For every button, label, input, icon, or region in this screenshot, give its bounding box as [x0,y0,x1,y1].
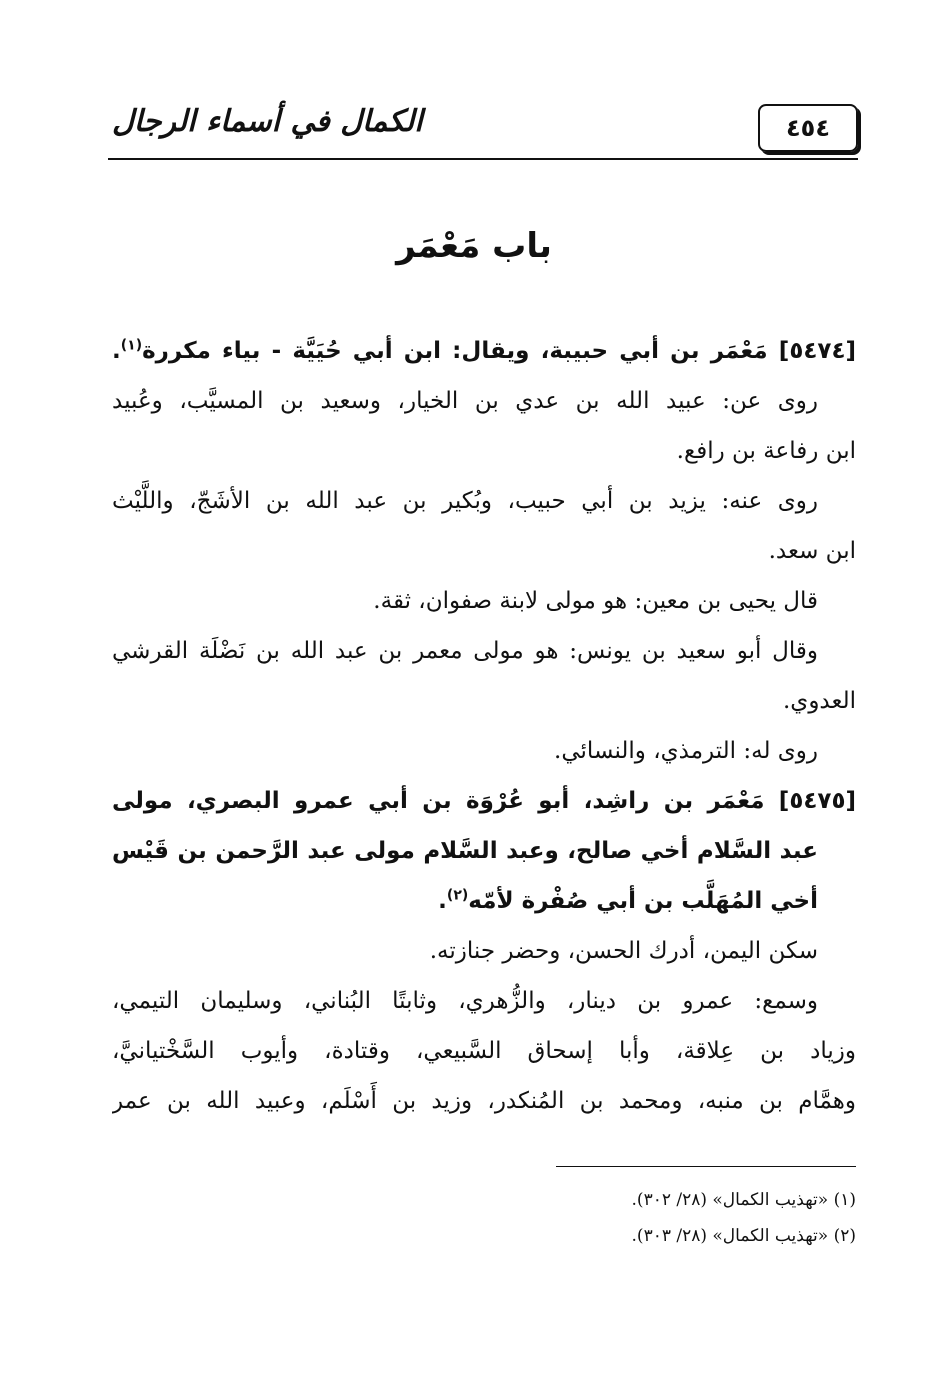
footnotes [112,1182,856,1254]
entry-heading-text: أخي المُهَلَّب بن أبي صُفْرة لأمّه [468,888,818,914]
page-header [108,98,858,160]
footnote-ref-1: (١) [120,337,143,354]
narrated-from-line-cont: ابن رفاعة بن رافع. [676,438,856,464]
page-number: ٤٥٤ [758,104,858,152]
entry-heading-5475-cont-1: عبد السَّلام أخي صالح، وعبد السَّلام مولى عبد الرَّحمن بن قَيْس [112,838,818,864]
footnote-ref-2: (٢) [446,887,469,904]
ibn-yunus-statement-cont: العدوي. [783,688,856,714]
narrated-from-line: روى عن: عبيد الله بن عدي بن الخيار، وسعيد بن المسيَّب، وعُبيد [112,388,818,414]
heard-from-line: وسمع: عمرو بن دينار، والزُّهري، وثابتًا البُناني، وسليمان التيمي، [112,988,818,1014]
entry-heading-text: [٥٤٧٤] مَعْمَر بن أبي حبيبة، ويقال: ابن أبي حُيَيَّة - بياء مكررة [142,338,856,364]
narrated-by-line-cont: ابن سعد. [768,538,856,564]
ibn-maeen-statement: قال يحيى بن معين: هو مولى لابنة صفوان، ثقة. [373,588,818,614]
narrated-by-line: روى عنه: يزيد بن أبي حبيب، وبُكير بن عبد الله بن الأشَجّ، واللَّيْث [112,488,818,514]
entry-heading-5475-cont-2: أخي المُهَلَّب بن أبي صُفْرة لأمّه$^{(٢)}$. [438,887,818,914]
footnote-2: (٢) «تهذيب الكمال» (٢٨/ ٣٠٣). [631,1226,856,1246]
heard-from-line-cont-2: وهمَّام بن منبه، ومحمد بن المُنكدر، وزيد بن أَسْلَم، وعبيد الله بن عمر [112,1088,856,1114]
footnote-divider [556,1166,856,1167]
chapter-title: باب مَعْمَر [396,226,552,266]
narrated-for-line: روى له: الترمذي، والنسائي. [554,738,818,764]
entry-heading-5475: [٥٤٧٥] مَعْمَر بن راشِد، أبو عُرْوَة بن أبي عمرو البصري، مولى [112,788,856,814]
footnote-1: (١) «تهذيب الكمال» (٢٨/ ٣٠٢). [631,1190,856,1210]
running-book-title: الكمال في أسماء الرجال [112,104,423,139]
heard-from-line-cont-1: وزياد بن عِلاقة، وأبا إسحاق السَّبيعي، وقتادة، وأيوب السَّخْتيانيَّ، [112,1038,856,1064]
header-divider [108,158,858,160]
main-text [112,326,856,1126]
ibn-yunus-statement: وقال أبو سعيد بن يونس: هو مولى معمر بن عبد الله بن نَضْلَة القرشي [112,638,818,664]
residence-line: سكن اليمن، أدرك الحسن، وحضر جنازته. [429,938,818,964]
entry-heading-5474: [٥٤٧٤] مَعْمَر بن أبي حبيبة، ويقال: ابن أبي حُيَيَّة - بياء مكررة$^{(١)}$. [112,337,856,364]
